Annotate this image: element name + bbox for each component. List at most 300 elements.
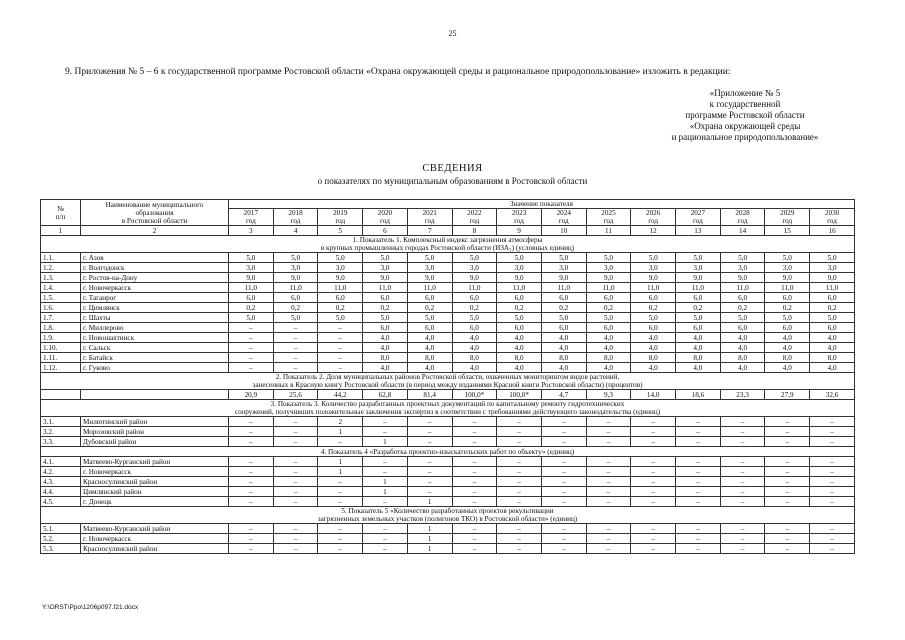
value-cell: – — [273, 544, 318, 554]
value-cell: 9,0 — [720, 273, 765, 283]
value-cell: 4,0 — [541, 363, 586, 373]
header-year — [541, 209, 586, 226]
value-cell: – — [407, 457, 452, 467]
value-cell: – — [318, 544, 363, 554]
value-cell: – — [273, 437, 318, 447]
row-name: г. Ростов-на-Дону — [81, 273, 229, 283]
value-cell: – — [541, 544, 586, 554]
row-num: 4.3. — [41, 477, 81, 487]
table-row — [41, 283, 855, 293]
value-cell: 9,0 — [497, 273, 542, 283]
value-cell: 8,0 — [765, 353, 810, 363]
table-row — [41, 273, 855, 283]
value-cell: – — [363, 457, 408, 467]
table-row — [41, 313, 855, 323]
value-cell: 6,0 — [452, 293, 497, 303]
value-cell: 11,0 — [631, 283, 676, 293]
intro-paragraph: 9. Приложения № 5 – 6 к государственной программе Ростовской области «Охрана окружающей среды и рациональное природопользование» изложить в редакции: — [65, 67, 731, 77]
row-num: 1.4. — [41, 283, 81, 293]
table-row — [41, 253, 855, 263]
header-year-value: 2028 — [735, 209, 750, 217]
value-cell: 4,0 — [407, 333, 452, 343]
row-num: 3.3. — [41, 437, 81, 447]
value-cell: 3,0 — [363, 263, 408, 273]
value-cell: – — [363, 534, 408, 544]
value-cell: – — [497, 534, 542, 544]
value-cell: – — [586, 524, 631, 534]
value-cell: 3,0 — [452, 263, 497, 273]
row-name: Матвеево-Курганский район — [81, 457, 229, 467]
value-cell: 18,6 — [676, 390, 721, 400]
row-name: Морозовский район — [81, 427, 229, 437]
value-cell: – — [229, 497, 274, 507]
header-year-value: 2030 — [824, 209, 840, 217]
value-cell: – — [229, 333, 274, 343]
value-cell: 6,0 — [407, 323, 452, 333]
value-cell: 6,0 — [720, 323, 765, 333]
value-cell: 1 — [318, 427, 363, 437]
row-num: 5.2. — [41, 534, 81, 544]
index-cell: 12 — [631, 226, 676, 236]
table-header — [41, 200, 855, 236]
value-cell: – — [497, 544, 542, 554]
value-cell: – — [229, 343, 274, 353]
value-cell: 11,0 — [497, 283, 542, 293]
value-cell: – — [720, 544, 765, 554]
row-num: 3.2. — [41, 427, 81, 437]
value-cell: 9,3 — [586, 390, 631, 400]
index-cell: 1 — [41, 226, 81, 236]
value-cell: 11,0 — [810, 283, 855, 293]
value-cell: 3,0 — [407, 263, 452, 273]
value-cell: 6,0 — [586, 293, 631, 303]
value-cell: 3,0 — [586, 263, 631, 273]
value-cell: 8,0 — [586, 353, 631, 363]
value-cell: 4,0 — [676, 343, 721, 353]
row-num: 1.10. — [41, 343, 81, 353]
header-year — [810, 209, 855, 226]
value-cell: 6,0 — [452, 323, 497, 333]
row-name: г. Цимлянск — [81, 303, 229, 313]
value-cell: 5,0 — [676, 253, 721, 263]
value-cell: 1 — [407, 534, 452, 544]
table-row — [41, 534, 855, 544]
row-num: 5.1. — [41, 524, 81, 534]
header-year — [497, 209, 542, 226]
header-year — [407, 209, 452, 226]
value-cell: 6,0 — [541, 293, 586, 303]
file-path-footer: Y:\ORST\Ppo\1206p097.f21.docx — [42, 604, 139, 611]
header-year — [720, 209, 765, 226]
row-name: г. Новочеркасск — [81, 534, 229, 544]
value-cell: 5,0 — [810, 253, 855, 263]
value-cell: – — [318, 487, 363, 497]
value-cell: 0,2 — [541, 303, 586, 313]
value-cell: 4,7 — [541, 390, 586, 400]
header-year-value: 2018 — [288, 209, 303, 217]
value-cell: – — [273, 343, 318, 353]
value-cell: 5,0 — [810, 313, 855, 323]
value-cell: 5,0 — [229, 313, 274, 323]
value-cell: 5,0 — [765, 253, 810, 263]
header-year-unit: год — [648, 217, 659, 225]
header-num: № п/п — [41, 200, 81, 226]
value-cell: – — [720, 477, 765, 487]
page-number: 25 — [448, 29, 457, 38]
value-cell: – — [273, 524, 318, 534]
row-name: Красносулинский район — [81, 544, 229, 554]
header-year — [452, 209, 497, 226]
value-cell: 0,2 — [273, 303, 318, 313]
value-cell: 8,0 — [541, 353, 586, 363]
value-cell: – — [497, 524, 542, 534]
value-cell: 6,0 — [363, 293, 408, 303]
table-row — [41, 263, 855, 273]
value-cell: 4,0 — [452, 343, 497, 353]
value-cell: – — [497, 437, 542, 447]
value-cell: 4,0 — [541, 333, 586, 343]
value-cell: 11,0 — [273, 283, 318, 293]
value-cell: 4,0 — [407, 343, 452, 353]
value-cell: 5,0 — [497, 253, 542, 263]
value-cell: 4,0 — [497, 343, 542, 353]
table-row — [41, 390, 855, 400]
value-cell: 3,0 — [810, 263, 855, 273]
row-name: Красносулинский район — [81, 477, 229, 487]
value-cell: – — [765, 437, 810, 447]
value-cell: – — [497, 427, 542, 437]
value-cell: 3,0 — [273, 263, 318, 273]
value-cell: 8,0 — [676, 353, 721, 363]
value-cell: – — [363, 497, 408, 507]
value-cell: – — [318, 343, 363, 353]
row-name: г. Новошахтинск — [81, 333, 229, 343]
row-name: Дубовский район — [81, 437, 229, 447]
row-num: 4.5. — [41, 497, 81, 507]
value-cell: – — [765, 524, 810, 534]
value-cell: – — [676, 457, 721, 467]
value-cell: – — [541, 497, 586, 507]
header-year-unit: год — [782, 217, 793, 225]
value-cell: 5,0 — [720, 253, 765, 263]
value-cell: 6,0 — [676, 293, 721, 303]
value-cell: – — [407, 437, 452, 447]
value-cell: – — [363, 544, 408, 554]
value-cell: 5,0 — [720, 313, 765, 323]
table-row — [41, 363, 855, 373]
value-cell: 4,0 — [363, 343, 408, 353]
value-cell: 0,2 — [765, 303, 810, 313]
value-cell: 9,0 — [363, 273, 408, 283]
value-cell: – — [720, 417, 765, 427]
value-cell: – — [765, 457, 810, 467]
value-cell: – — [631, 497, 676, 507]
value-cell: – — [318, 477, 363, 487]
value-cell: 9,0 — [407, 273, 452, 283]
appendix-line: к государственной — [709, 99, 781, 109]
value-cell: 4,0 — [586, 343, 631, 353]
value-cell: 11,0 — [318, 283, 363, 293]
value-cell: 5,0 — [452, 313, 497, 323]
value-cell: – — [273, 363, 318, 373]
value-cell: 6,0 — [765, 323, 810, 333]
value-cell: 8,0 — [407, 353, 452, 363]
table-body — [41, 236, 855, 554]
appendix-line: «Приложение № 5 — [709, 88, 781, 98]
value-cell: 6,0 — [586, 323, 631, 333]
value-cell: 81,4 — [407, 390, 452, 400]
header-year-value: 2020 — [377, 209, 393, 217]
value-cell: 4,0 — [765, 343, 810, 353]
value-cell: 4,0 — [586, 333, 631, 343]
value-cell: 4,0 — [720, 333, 765, 343]
row-name: г. Миллерово — [81, 323, 229, 333]
value-cell: – — [810, 467, 855, 477]
index-cell: 7 — [407, 226, 452, 236]
value-cell: 11,0 — [676, 283, 721, 293]
value-cell: – — [407, 417, 452, 427]
value-cell: 5,0 — [318, 253, 363, 263]
value-cell: – — [497, 457, 542, 467]
value-cell: 4,0 — [541, 343, 586, 353]
table-row — [41, 417, 855, 427]
value-cell: – — [810, 437, 855, 447]
value-cell: – — [318, 437, 363, 447]
row-name: г. Сальск — [81, 343, 229, 353]
table-row — [41, 323, 855, 333]
header-year-unit: год — [245, 217, 256, 225]
value-cell: 1 — [363, 437, 408, 447]
header-year-unit: год — [558, 217, 569, 225]
row-num: 1.8. — [41, 323, 81, 333]
index-cell: 11 — [586, 226, 631, 236]
value-cell: – — [452, 477, 497, 487]
index-cell: 2 — [81, 226, 229, 236]
header-year-value: 2022 — [467, 209, 482, 217]
value-cell: 11,0 — [765, 283, 810, 293]
value-cell: 9,0 — [765, 273, 810, 283]
value-cell: – — [586, 417, 631, 427]
value-cell: 4,0 — [631, 333, 676, 343]
value-cell: – — [229, 457, 274, 467]
value-cell: 4,0 — [497, 333, 542, 343]
value-cell: 0,2 — [676, 303, 721, 313]
value-cell: 4,0 — [586, 363, 631, 373]
value-cell: – — [765, 477, 810, 487]
value-cell: – — [273, 427, 318, 437]
header-year-unit: год — [290, 217, 301, 225]
value-cell: 2 — [318, 417, 363, 427]
index-cell: 4 — [273, 226, 318, 236]
value-cell: – — [318, 323, 363, 333]
value-cell: 5,0 — [586, 253, 631, 263]
value-cell: 3,0 — [720, 263, 765, 273]
value-cell: 0,2 — [810, 303, 855, 313]
value-cell: – — [452, 497, 497, 507]
value-cell: 100,0* — [497, 390, 542, 400]
table-row — [41, 293, 855, 303]
row-num: 1.9. — [41, 333, 81, 343]
value-cell: 5,0 — [586, 313, 631, 323]
table-row — [41, 333, 855, 343]
document-subtitle: о показателях по муниципальным образованиям в Ростовской области — [317, 176, 588, 186]
value-cell: 9,0 — [810, 273, 855, 283]
row-num: 4.2. — [41, 467, 81, 477]
value-cell: – — [720, 534, 765, 544]
value-cell: 3,0 — [631, 263, 676, 273]
value-cell: – — [765, 534, 810, 544]
value-cell: – — [318, 353, 363, 363]
header-year-unit: год — [692, 217, 703, 225]
value-cell: 4,0 — [363, 363, 408, 373]
header-year-unit: год — [514, 217, 524, 225]
value-cell: 100,0* — [452, 390, 497, 400]
value-cell: – — [676, 427, 721, 437]
value-cell: 0,2 — [407, 303, 452, 313]
value-cell: – — [229, 427, 274, 437]
value-cell: 0,2 — [497, 303, 542, 313]
index-cell: 3 — [229, 226, 274, 236]
header-year — [318, 209, 363, 226]
value-cell: – — [810, 534, 855, 544]
value-cell: – — [497, 497, 542, 507]
value-cell: 6,0 — [631, 293, 676, 303]
value-cell: 1 — [407, 497, 452, 507]
value-cell: – — [631, 544, 676, 554]
section-title: 1. Показатель 1. Комплексный индекс загрязнения атмосферы в крупных промышленных городах Ростовской области (ИЗА₅) (условных единиц) — [41, 236, 855, 253]
value-cell: – — [452, 524, 497, 534]
table-row — [41, 467, 855, 477]
value-cell: 9,0 — [586, 273, 631, 283]
row-num: 4.4. — [41, 487, 81, 497]
header-year-unit: год — [380, 217, 390, 225]
value-cell: – — [720, 497, 765, 507]
header-year — [586, 209, 631, 226]
value-cell: 6,0 — [720, 293, 765, 303]
document-title: СВЕДЕНИЯ — [422, 163, 483, 174]
value-cell: – — [765, 544, 810, 554]
value-cell: – — [765, 487, 810, 497]
index-cell: 10 — [541, 226, 586, 236]
value-cell: 4,0 — [765, 363, 810, 373]
row-name: г. Гуково — [81, 363, 229, 373]
value-cell: – — [810, 524, 855, 534]
section-row — [41, 447, 855, 457]
table-row — [41, 427, 855, 437]
value-cell: 5,0 — [765, 313, 810, 323]
value-cell: – — [586, 477, 631, 487]
table-row — [41, 437, 855, 447]
row-num: 1.3. — [41, 273, 81, 283]
header-year-unit: год — [335, 217, 346, 225]
value-cell: 11,0 — [720, 283, 765, 293]
index-cell: 6 — [363, 226, 408, 236]
value-cell: 20,9 — [229, 390, 274, 400]
value-cell: 4,0 — [765, 333, 810, 343]
indicators-table — [40, 199, 855, 554]
header-year-unit: год — [737, 217, 748, 225]
section-title: 2. Показатель 2. Доля муниципальных районов Ростовской области, охваченных мониторингом видов растений, занесенных в Красную книгу Ростовской области (в период между изданиями Красной книги Ростовской области) (процентов) — [41, 373, 855, 390]
value-cell: – — [452, 487, 497, 497]
row-name: г. Донецк — [81, 497, 229, 507]
value-cell: – — [720, 524, 765, 534]
header-value-group: Значение показателя — [229, 200, 855, 209]
value-cell: 4,0 — [720, 363, 765, 373]
value-cell: – — [452, 427, 497, 437]
table-row — [41, 497, 855, 507]
value-cell: 5,0 — [407, 313, 452, 323]
header-year-value: 2026 — [645, 209, 661, 217]
value-cell: 6,0 — [407, 293, 452, 303]
table-row — [41, 477, 855, 487]
section-row — [41, 373, 855, 390]
value-cell: 1 — [318, 467, 363, 477]
value-cell: 0,2 — [229, 303, 274, 313]
value-cell: – — [229, 487, 274, 497]
table-row — [41, 544, 855, 554]
value-cell: – — [229, 534, 274, 544]
value-cell: 6,0 — [676, 323, 721, 333]
value-cell: – — [497, 467, 542, 477]
appendix-line: и рациональное природопользование» — [671, 132, 819, 142]
value-cell: 4,0 — [407, 363, 452, 373]
header-year-unit: год — [603, 217, 614, 225]
value-cell: 32,6 — [810, 390, 855, 400]
value-cell: 5,0 — [363, 253, 408, 263]
value-cell: – — [229, 544, 274, 554]
value-cell: – — [720, 427, 765, 437]
value-cell: – — [676, 467, 721, 477]
value-cell: 3,0 — [676, 263, 721, 273]
value-cell: – — [676, 487, 721, 497]
value-cell: – — [765, 467, 810, 477]
value-cell: 6,0 — [229, 293, 274, 303]
value-cell: – — [363, 467, 408, 477]
value-cell: – — [229, 363, 274, 373]
header-year-value: 2017 — [243, 209, 259, 217]
row-name: г. Новочеркасск — [81, 467, 229, 477]
value-cell: – — [273, 497, 318, 507]
value-cell: 27,9 — [765, 390, 810, 400]
index-cell: 14 — [720, 226, 765, 236]
value-cell: – — [676, 497, 721, 507]
value-cell: – — [765, 427, 810, 437]
value-cell: 5,0 — [229, 253, 274, 263]
value-cell: – — [273, 457, 318, 467]
value-cell: 4,0 — [497, 363, 542, 373]
value-cell: 11,0 — [363, 283, 408, 293]
value-cell: 5,0 — [631, 313, 676, 323]
row-name: Милютинский район — [81, 417, 229, 427]
row-num — [41, 390, 81, 400]
value-cell: – — [720, 487, 765, 497]
table-row — [41, 524, 855, 534]
value-cell: 4,0 — [452, 333, 497, 343]
value-cell: – — [631, 534, 676, 544]
value-cell: 4,0 — [676, 363, 721, 373]
value-cell: – — [452, 417, 497, 427]
value-cell: 5,0 — [631, 253, 676, 263]
value-cell: 9,0 — [452, 273, 497, 283]
value-cell: – — [497, 477, 542, 487]
value-cell: 9,0 — [229, 273, 274, 283]
row-name — [81, 390, 229, 400]
value-cell: – — [810, 477, 855, 487]
value-cell: 0,2 — [720, 303, 765, 313]
value-cell: 5,0 — [452, 253, 497, 263]
value-cell: – — [541, 524, 586, 534]
section-title: 4. Показатель 4 «Разработка проектно-изыскательских работ по объекту» (единиц) — [41, 447, 855, 457]
